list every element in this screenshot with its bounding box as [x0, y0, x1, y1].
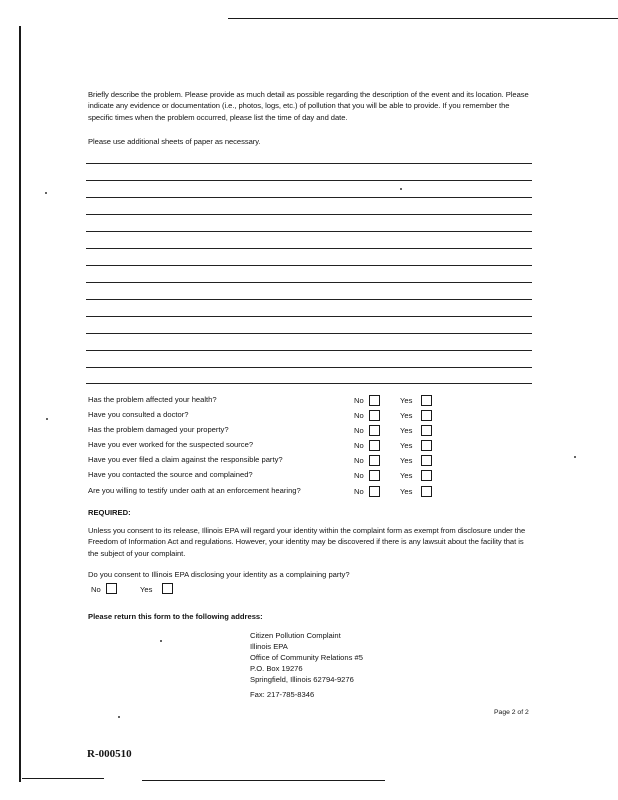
yes-label: Yes [400, 456, 413, 465]
scan-speck [45, 192, 47, 194]
scan-edge-line-left [19, 26, 21, 782]
scan-speck [160, 640, 162, 642]
no-label: No [354, 396, 364, 405]
answer-line [86, 282, 532, 283]
answer-line [86, 248, 532, 249]
answer-line [86, 214, 532, 215]
scan-speck [574, 456, 576, 458]
return-heading: Please return this form to the following address: [88, 612, 263, 621]
scan-speck [46, 418, 48, 420]
yes-checkbox[interactable] [421, 440, 432, 451]
address-line: Illinois EPA [250, 642, 288, 651]
address-line: P.O. Box 19276 [250, 664, 303, 673]
question-text: Has the problem affected your health? [88, 395, 217, 404]
yes-checkbox[interactable] [421, 486, 432, 497]
consent-no-label: No [91, 585, 101, 594]
no-checkbox[interactable] [369, 470, 380, 481]
scan-speck [400, 188, 402, 190]
question-text: Have you contacted the source and complained? [88, 470, 253, 479]
yes-checkbox[interactable] [421, 470, 432, 481]
no-checkbox[interactable] [369, 410, 380, 421]
no-checkbox[interactable] [369, 395, 380, 406]
answer-line [86, 367, 532, 368]
no-label: No [354, 426, 364, 435]
answer-line [86, 299, 532, 300]
yes-checkbox[interactable] [421, 395, 432, 406]
answer-line [86, 180, 532, 181]
additional-sheets-note: Please use additional sheets of paper as necessary. [88, 137, 261, 146]
yes-label: Yes [400, 411, 413, 420]
answer-line [86, 316, 532, 317]
no-label: No [354, 411, 364, 420]
scan-edge-line-bottom [22, 778, 104, 779]
yes-label: Yes [400, 426, 413, 435]
required-notice: Unless you consent to its release, Illinois EPA will regard your identity within the complaint form as exempt from disclosure under the Freedom of Information Act and regulations. However, your identity may be discovered if there is any lawsuit about the facility that is the subject of your complaint. [88, 526, 526, 558]
scan-edge-line-top [228, 18, 618, 19]
yes-label: Yes [400, 471, 413, 480]
no-checkbox[interactable] [369, 486, 380, 497]
page-number: Page 2 of 2 [494, 709, 529, 716]
no-label: No [354, 487, 364, 496]
consent-question: Do you consent to Illinois EPA disclosing your identity as a complaining party? [88, 570, 350, 579]
no-label: No [354, 471, 364, 480]
answer-line [86, 383, 532, 384]
no-label: No [354, 456, 364, 465]
scan-edge-line-bottom-2 [142, 780, 385, 781]
answer-line [86, 265, 532, 266]
answer-line [86, 231, 532, 232]
yes-label: Yes [400, 441, 413, 450]
question-text: Have you ever filed a claim against the responsible party? [88, 455, 283, 464]
scan-speck [118, 716, 120, 718]
fax-number: Fax: 217-785-8346 [250, 690, 315, 699]
consent-yes-label: Yes [140, 585, 153, 594]
yes-checkbox[interactable] [421, 455, 432, 466]
question-text: Have you consulted a doctor? [88, 410, 189, 419]
address-line: Office of Community Relations #5 [250, 653, 363, 662]
answer-line [86, 163, 532, 164]
consent-no-checkbox[interactable] [106, 583, 117, 594]
address-line: Springfield, Illinois 62794-9276 [250, 675, 354, 684]
consent-yes-checkbox[interactable] [162, 583, 173, 594]
question-text: Has the problem damaged your property? [88, 425, 229, 434]
answer-line [86, 333, 532, 334]
address-line: Citizen Pollution Complaint [250, 631, 341, 640]
no-checkbox[interactable] [369, 455, 380, 466]
no-checkbox[interactable] [369, 440, 380, 451]
answer-line [86, 350, 532, 351]
answer-line [86, 197, 532, 198]
yes-label: Yes [400, 487, 413, 496]
yes-label: Yes [400, 396, 413, 405]
yes-checkbox[interactable] [421, 425, 432, 436]
question-text: Have you ever worked for the suspected source? [88, 440, 254, 449]
question-text: Are you willing to testify under oath at an enforcement hearing? [88, 486, 301, 495]
required-heading: REQUIRED: [88, 508, 131, 517]
no-label: No [354, 441, 364, 450]
yes-checkbox[interactable] [421, 410, 432, 421]
description-instructions: Briefly describe the problem. Please provide as much detail as possible regarding the description of the event and its location. Please indicate any evidence or documentation (i.e., photos, logs, etc.) of pollution that you will be able to provide. If you remember the specific times when the problem occurred, please list the time of day and date. [88, 90, 529, 122]
no-checkbox[interactable] [369, 425, 380, 436]
document-id: R-000510 [87, 748, 132, 760]
